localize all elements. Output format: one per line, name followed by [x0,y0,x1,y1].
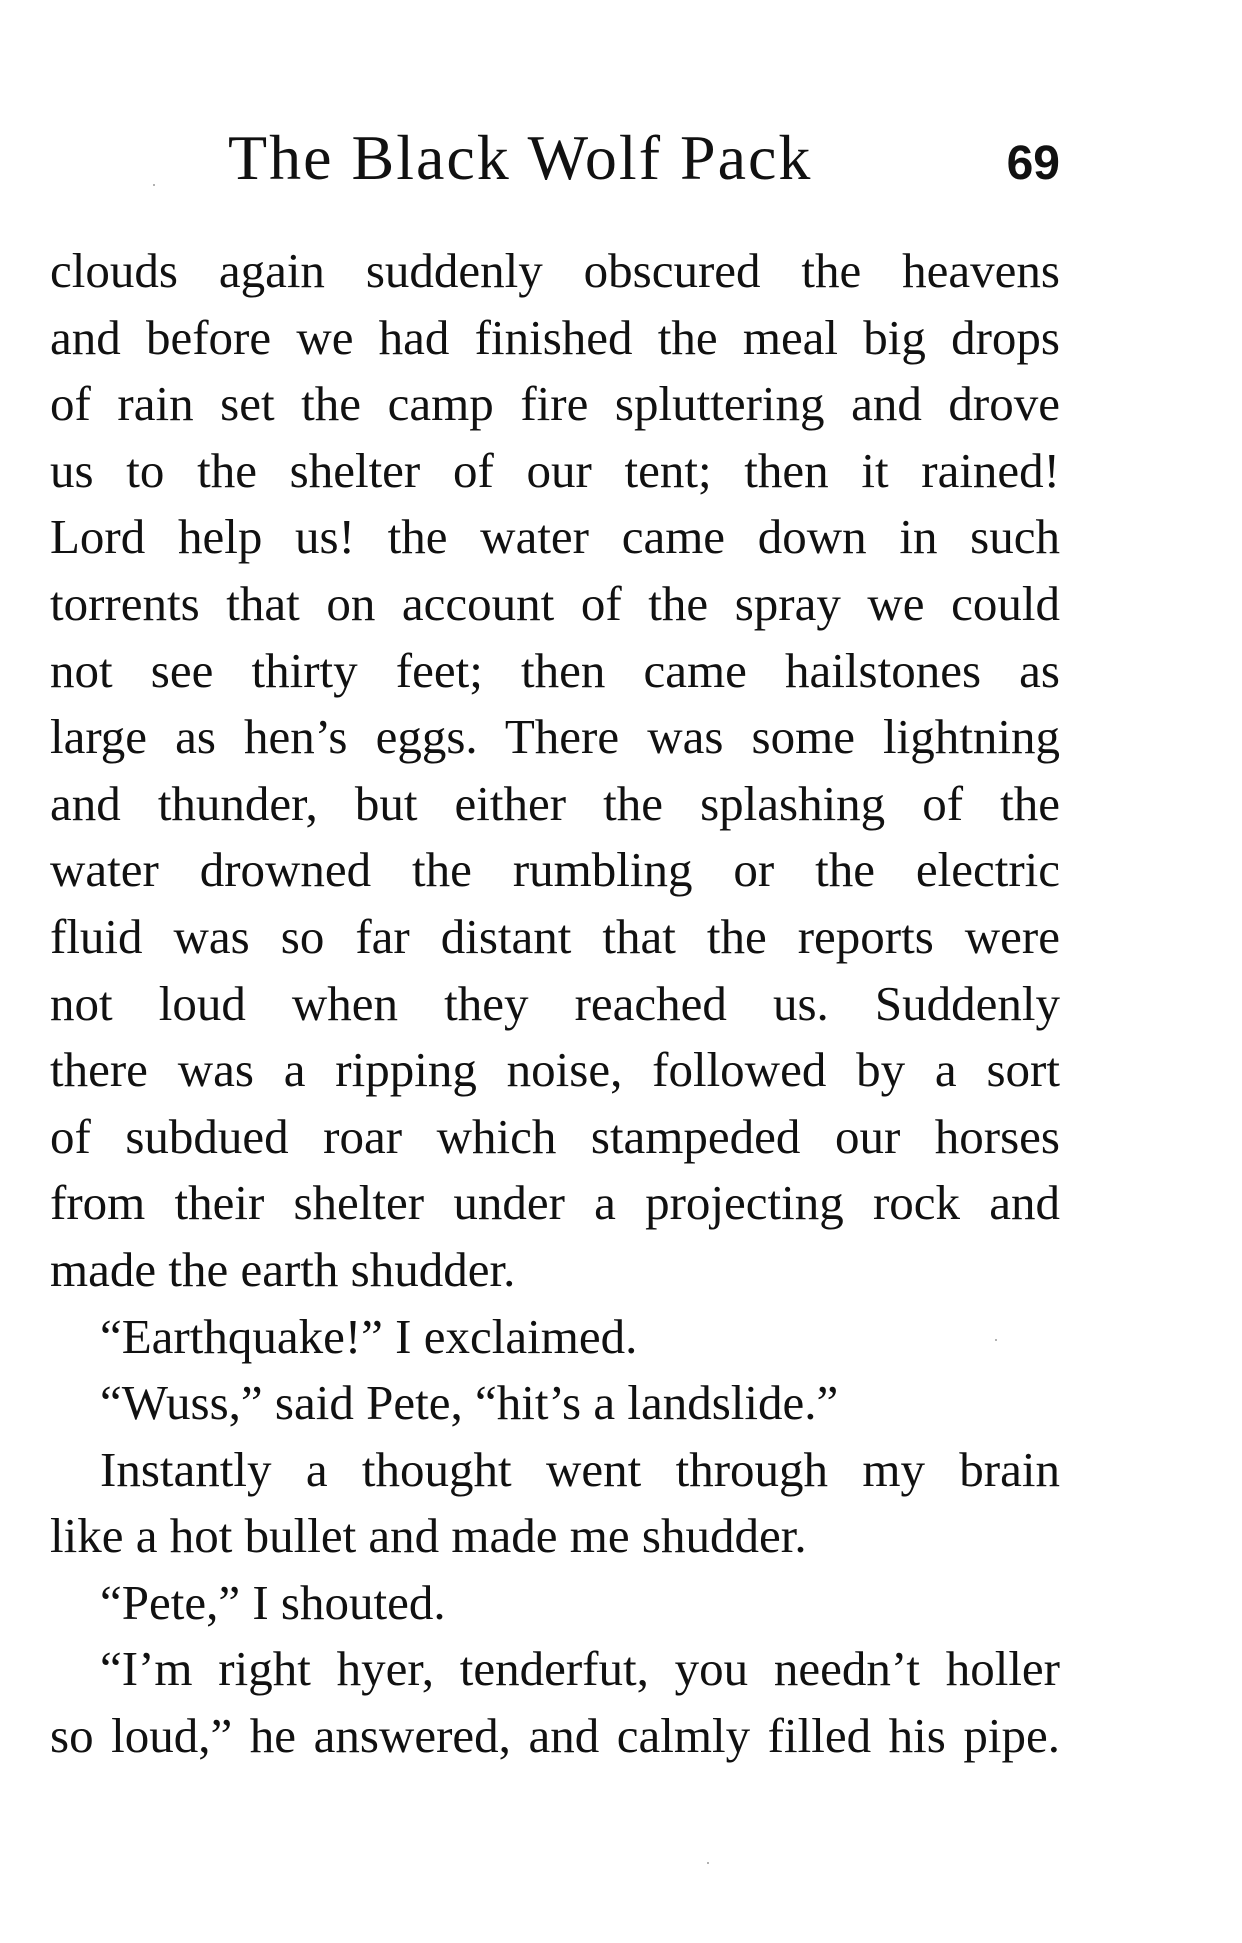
paper-speck [153,184,155,186]
text-line: Instantly a thought went through my brain [100,1441,1060,1497]
dialogue-line: “Pete,” I shouted. [100,1574,446,1630]
text-line: Lord help us! the water came down in such [50,509,1060,565]
text-line: made the earth shudder. [50,1241,516,1297]
dialogue-line: “Earthquake!” I exclaimed. [100,1308,638,1364]
text-line: torrents that on account of the spray we could [50,575,1060,631]
dialogue-line: so loud,” he answered, and calmly filled his pipe. [50,1708,1060,1764]
running-head [228,118,1060,198]
text-line: clouds again suddenly obscured the heavens [50,243,1060,298]
text-line: fluid was so far distant that the reports were [50,908,1060,964]
dialogue-line: “Wuss,” said Pete, “hit’s a landslide.” [100,1375,839,1431]
text-line: from their shelter under a projecting rock and [50,1175,1060,1231]
text-line: there was a ripping noise, followed by a sort [50,1042,1060,1098]
text-line: not see thirty feet; then came hailstones as [50,642,1060,698]
paper-speck [995,1339,997,1341]
text-line: like a hot bullet and made me shudder. [50,1508,807,1564]
text-line: not loud when they reached us. Suddenly [50,975,1060,1031]
text-line: water drowned the rumbling or the electric [50,842,1060,898]
text-line: and before we had finished the meal big drops [50,309,1060,365]
page-number: 69 [1006,137,1060,190]
text-line: us to the shelter of our tent; then it rained! [50,442,1060,498]
text-line: and thunder, but either the splashing of the [50,775,1060,831]
body-text [50,238,1060,1770]
running-title: The Black Wolf Pack [228,122,813,193]
paper-speck [707,1862,709,1864]
text-line: large as hen’s eggs. There was some lightning [50,709,1060,765]
text-line: of subdued roar which stampeded our horses [50,1108,1060,1164]
text-line: of rain set the camp fire spluttering and drove [50,376,1060,432]
dialogue-line: “I’m right hyer, tenderfut, you needn’t holler [100,1641,1060,1697]
